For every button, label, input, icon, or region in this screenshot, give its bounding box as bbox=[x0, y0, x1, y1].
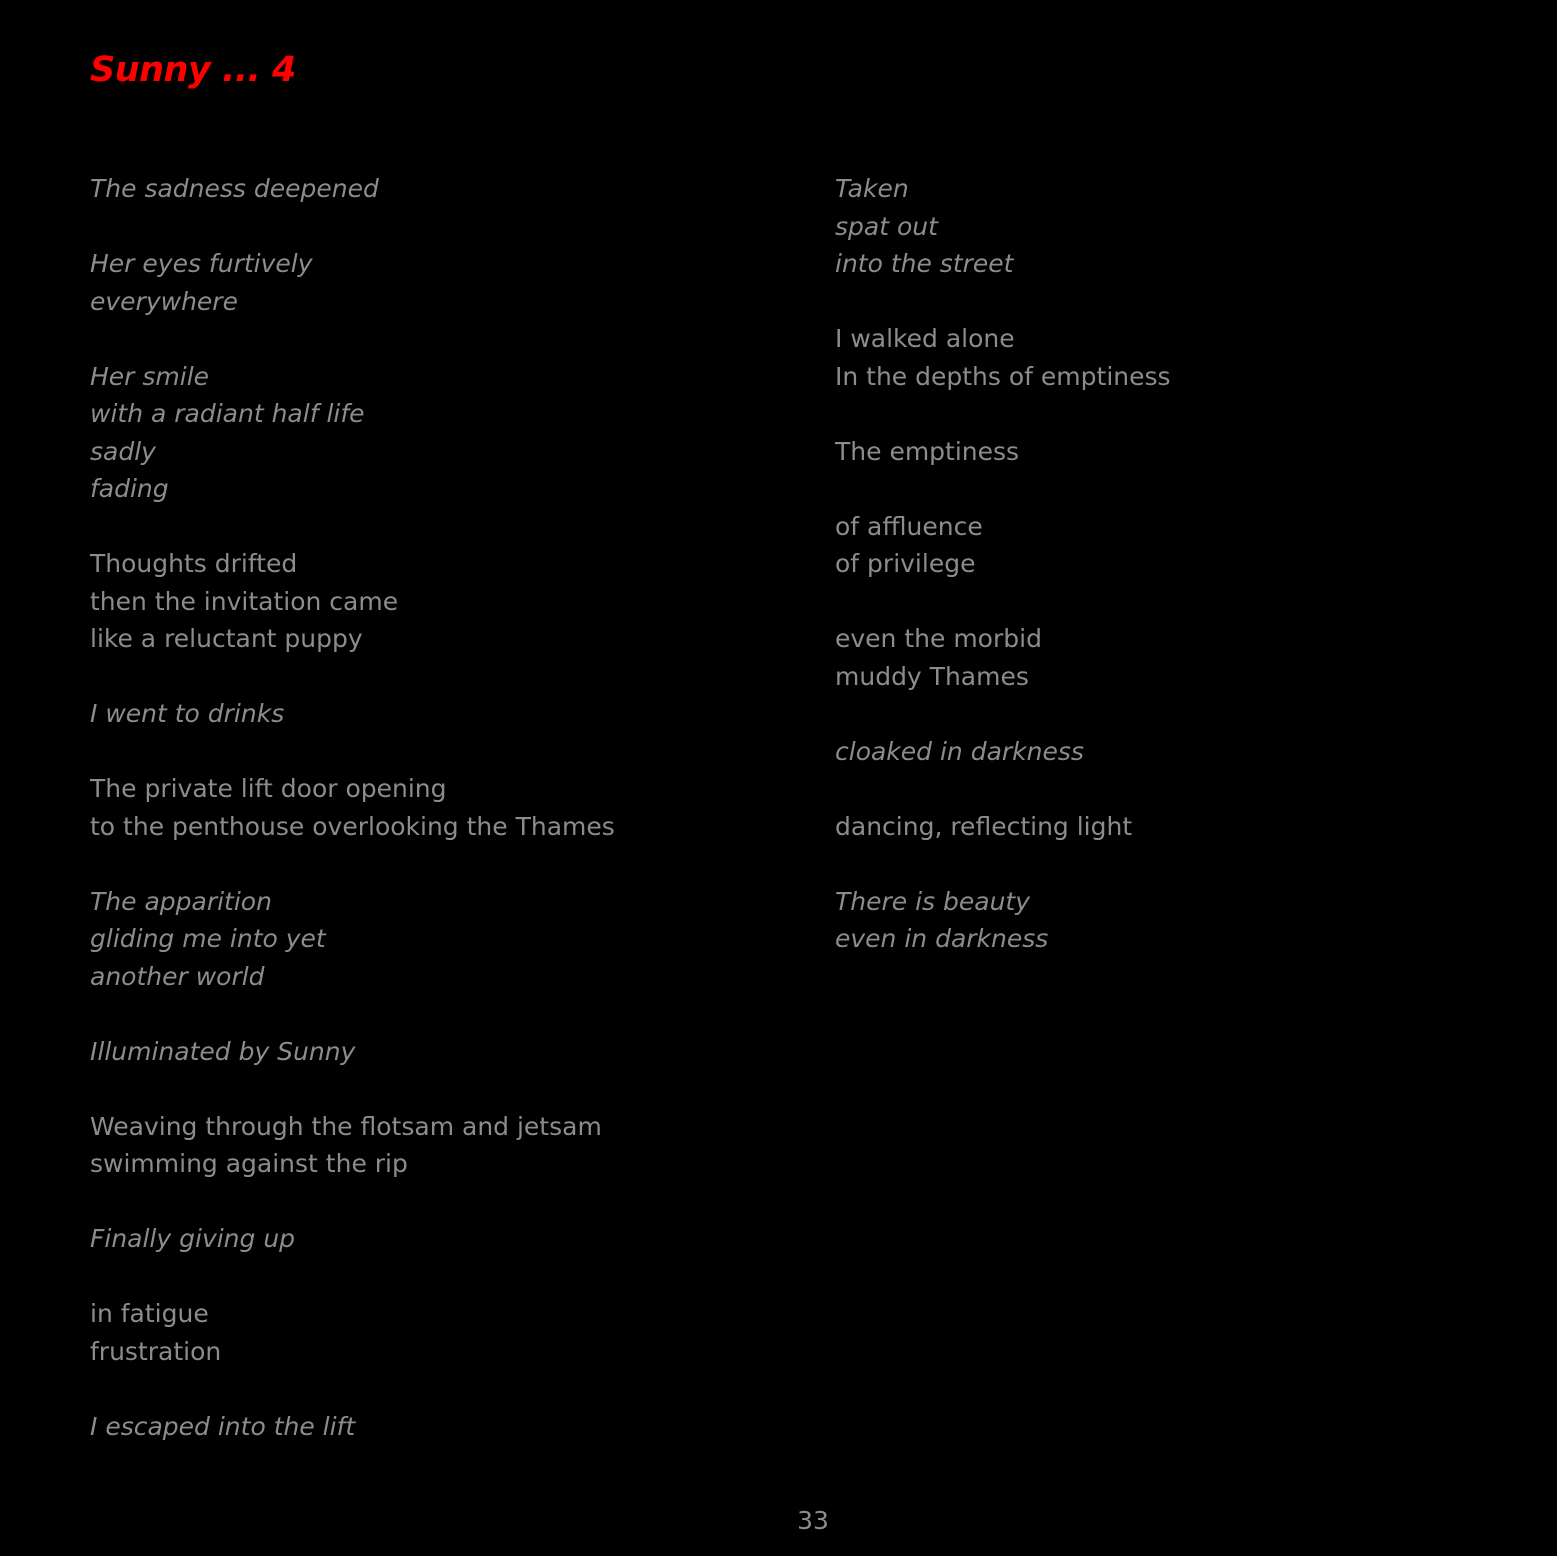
poem-line: even in darkness bbox=[835, 924, 1049, 953]
poem-line: Her eyes furtively bbox=[90, 249, 313, 278]
poem-line: into the street bbox=[835, 249, 1014, 278]
stanza-break bbox=[90, 845, 780, 883]
stanza-break bbox=[90, 1183, 780, 1221]
stanza-break bbox=[90, 1370, 780, 1408]
poem-left-column bbox=[90, 170, 780, 1445]
poem-line: Finally giving up bbox=[90, 1224, 296, 1253]
poem-line: then the invitation came bbox=[90, 586, 399, 616]
poem-line: In the depths of emptiness bbox=[835, 361, 1171, 391]
stanza-break bbox=[90, 320, 780, 358]
stanza-break bbox=[835, 845, 1515, 883]
poem-line: I walked alone bbox=[835, 324, 1015, 353]
poem-line: sadly bbox=[90, 436, 156, 466]
poem-line: with a radiant half life bbox=[90, 399, 365, 428]
poem-title: Sunny ... 4 bbox=[90, 50, 296, 90]
poem-line: There is beauty bbox=[835, 886, 1031, 916]
poem-line: everywhere bbox=[90, 286, 238, 316]
stanza-break bbox=[90, 508, 780, 546]
poem-line: Taken bbox=[835, 174, 909, 203]
stanza-break bbox=[835, 395, 1515, 433]
stanza-break bbox=[835, 695, 1515, 733]
poem-line: muddy Thames bbox=[835, 661, 1029, 691]
poem-line: to the penthouse overlooking the Thames bbox=[90, 811, 615, 841]
poem-line: swimming against the rip bbox=[90, 1149, 408, 1178]
poem-line: gliding me into yet bbox=[90, 924, 326, 953]
stanza-break bbox=[90, 1258, 780, 1296]
poem-right-column bbox=[835, 170, 1515, 958]
stanza-break bbox=[835, 470, 1515, 508]
poem-line: another world bbox=[90, 961, 265, 991]
stanza-break bbox=[90, 733, 780, 771]
poem-line: Her smile bbox=[90, 361, 210, 391]
poem-line: I escaped into the lift bbox=[90, 1411, 356, 1441]
poem-line: I went to drinks bbox=[90, 699, 285, 728]
poem-line: like a reluctant puppy bbox=[90, 624, 363, 653]
poem-line: The emptiness bbox=[835, 436, 1020, 466]
poem-line: fading bbox=[90, 474, 169, 503]
poem-line: dancing, reflecting light bbox=[835, 811, 1133, 841]
poem-line: frustration bbox=[90, 1336, 222, 1366]
stanza-break bbox=[835, 770, 1515, 808]
poem-line: The apparition bbox=[90, 886, 272, 916]
poem-line: cloaked in darkness bbox=[835, 736, 1084, 766]
poem-line: The private lift door opening bbox=[90, 774, 447, 803]
poem-line: Thoughts drifted bbox=[90, 549, 298, 578]
stanza-break bbox=[835, 283, 1515, 321]
poem-line: of affluence bbox=[835, 511, 983, 541]
poem-line: The sadness deepened bbox=[90, 174, 379, 203]
stanza-break bbox=[90, 208, 780, 246]
poem-line: Weaving through the flotsam and jetsam bbox=[90, 1111, 602, 1141]
poem-line: spat out bbox=[835, 211, 938, 241]
stanza-break bbox=[835, 583, 1515, 621]
stanza-break bbox=[90, 658, 780, 696]
stanza-break bbox=[90, 995, 780, 1033]
stanza-break bbox=[90, 1070, 780, 1108]
page-number: 33 bbox=[797, 1506, 829, 1535]
poem-line: in fatigue bbox=[90, 1299, 209, 1328]
poem-line: even the morbid bbox=[835, 624, 1042, 653]
poem-line: of privilege bbox=[835, 549, 976, 578]
poem-line: Illuminated by Sunny bbox=[90, 1036, 356, 1066]
